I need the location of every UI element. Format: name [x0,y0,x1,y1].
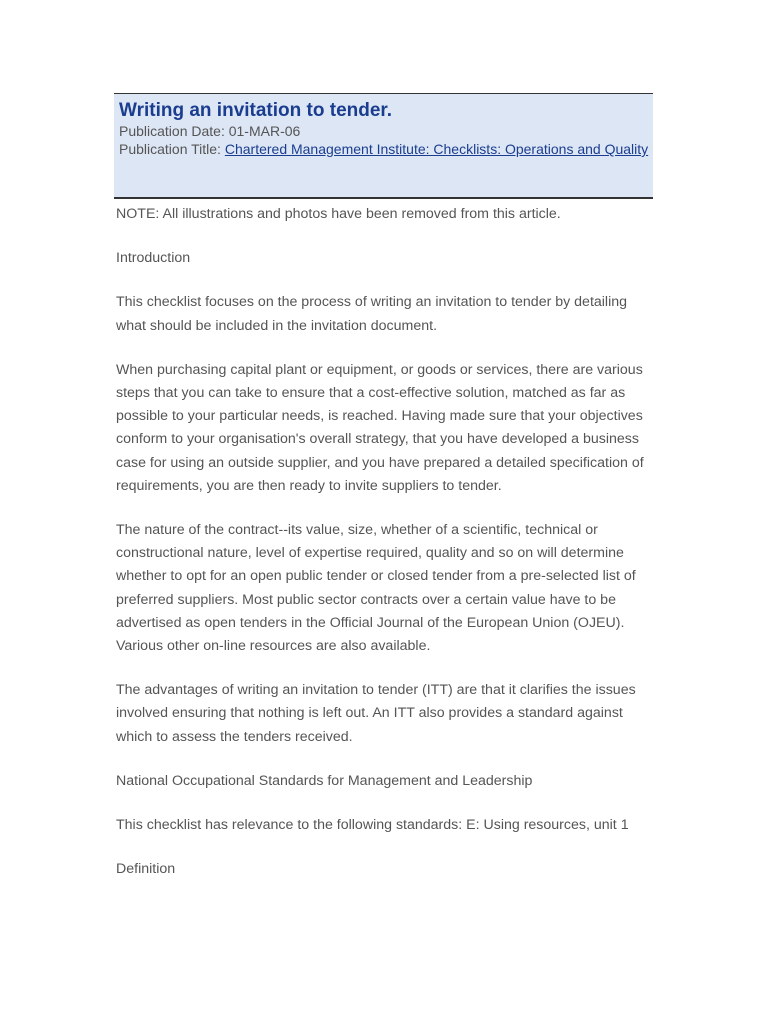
publication-date [119,122,653,140]
section-heading-introduction: Introduction [116,250,191,267]
publication-title-label: Publication Title: [119,141,221,157]
paragraph: The advantages of writing an invitation to tender (ITT) are that it clarifies the issues involved ensuring that nothing is left out. An ITT also provides a standard against which to assess the tenders received. [116,682,636,745]
publication-title [119,140,653,158]
publication-date-value: 01-MAR-06 [228,123,301,139]
paragraph: This checklist has relevance to the following standards: E: Using resources, unit 1 [116,817,629,834]
article-title: Writing an invitation to tender. [119,100,393,121]
section-heading-standards: National Occupational Standards for Management and Leadership [116,772,533,789]
publication-date-label: Publication Date: [119,123,225,139]
article-header [114,93,653,199]
publication-title-link[interactable]: Chartered Management Institute: Checklists: Operations and Quality [224,141,649,157]
paragraph: This checklist focuses on the process of writing an invitation to tender by detailing what should be included in the invitation document. [116,294,628,334]
section-heading-definition: Definition [116,861,176,878]
removed-illustrations-note: NOTE: All illustrations and photos have been removed from this article. [116,206,561,222]
article-body [116,203,646,902]
paragraph: The nature of the contract--its value, size, whether of a scientific, technical or constructional nature, level of expertise required, quality and so on will determine whether to opt for an open public tender or closed tender from a pre-selected list of preferred suppliers. Most public sector contracts over a certain value have to be advertised as open tenders in the Official Journal of the European Union (OJEU). Various other on-line resources are also available. [116,522,636,655]
paragraph: When purchasing capital plant or equipment, or goods or services, there are various steps that you can take to ensure that a cost-effective solution, matched as far as possible to your particular needs, is reached. Having made sure that your objectives conform to your organisation's overall strategy, that you have developed a business case for using an outside supplier, and you have prepared a detailed specification of requirements, you are then ready to invite suppliers to tender. [116,361,644,494]
